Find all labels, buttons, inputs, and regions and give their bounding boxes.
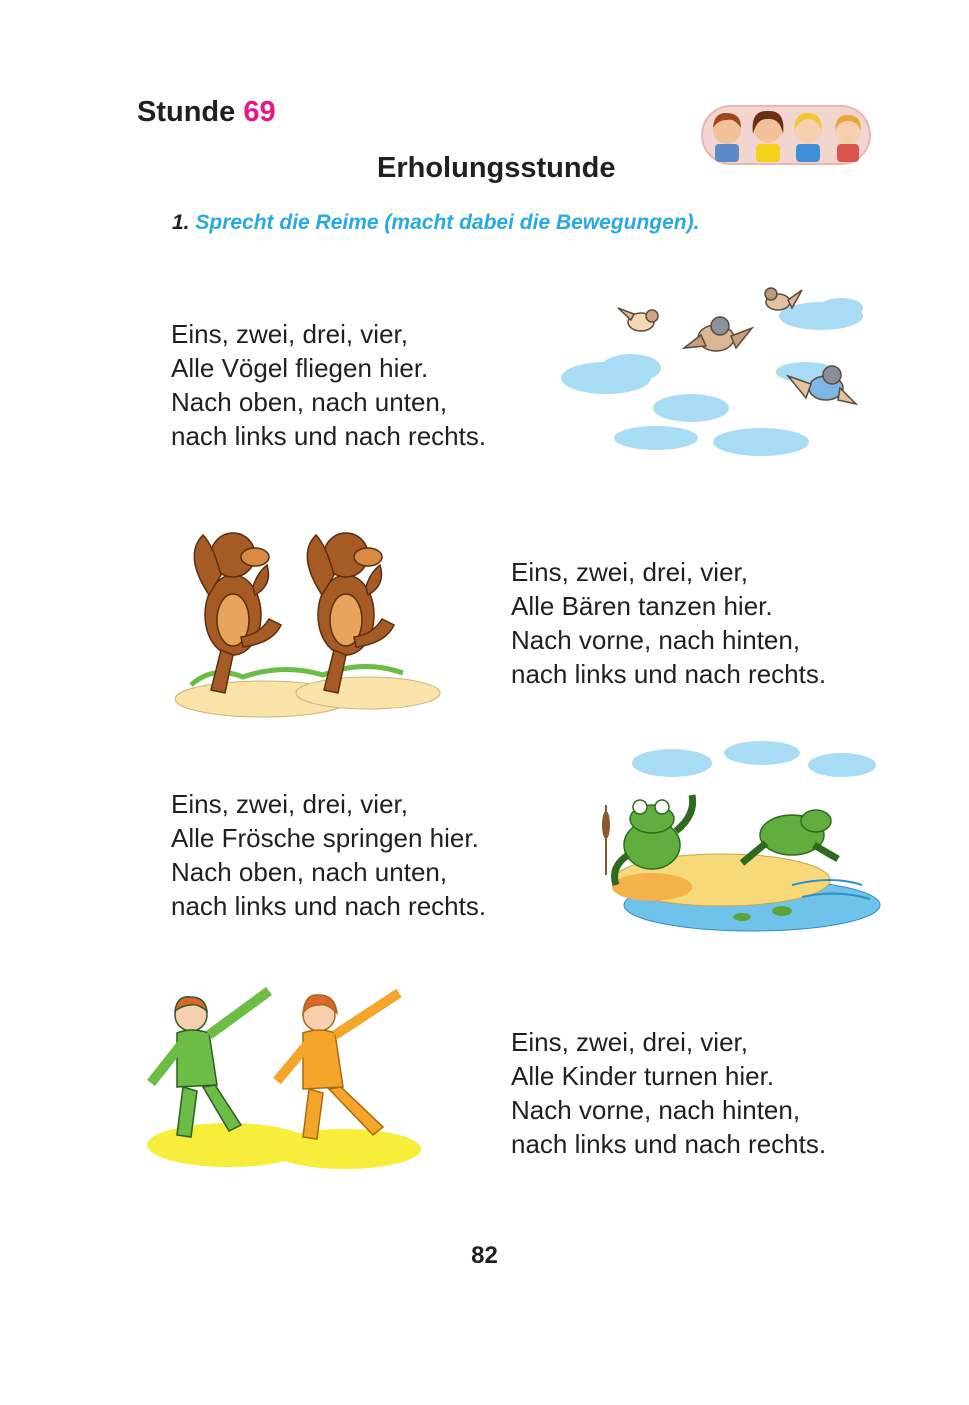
verse-line: Nach vorne, nach hinten, <box>511 1095 801 1125</box>
lesson-heading <box>137 96 276 129</box>
lesson-number: 69 <box>243 96 276 128</box>
verse-line: Alle Frösche springen hier. <box>171 823 479 853</box>
verse-line: Alle Kinder turnen hier. <box>511 1061 775 1091</box>
children-badge-illustration <box>700 104 872 166</box>
verse-line: Eins, zwei, drei, vier, <box>511 557 748 587</box>
verse-line: nach links und nach rechts. <box>511 1129 827 1159</box>
verse-4 <box>511 1025 826 1161</box>
frogs-illustration <box>592 735 882 933</box>
verse-2 <box>511 555 826 691</box>
page-title: Erholungsstunde <box>377 152 616 184</box>
verse-line: nach links und nach rechts. <box>171 891 487 921</box>
task-number: 1. <box>172 211 190 234</box>
task-instruction <box>172 211 699 235</box>
verse-line: Alle Bären tanzen hier. <box>511 591 773 621</box>
bears-illustration <box>163 515 443 720</box>
lesson-label: Stunde <box>137 96 236 128</box>
verse-line: nach links und nach rechts. <box>511 659 827 689</box>
verse-line: nach links und nach rechts. <box>171 421 487 451</box>
verse-line: Nach vorne, nach hinten, <box>511 625 801 655</box>
verse-line: Alle Vögel fliegen hier. <box>171 353 429 383</box>
verse-line: Eins, zwei, drei, vier, <box>511 1027 748 1057</box>
verse-line: Nach oben, nach unten, <box>171 387 448 417</box>
verse-line: Eins, zwei, drei, vier, <box>171 789 408 819</box>
children-illustration <box>137 975 427 1175</box>
verse-line: Eins, zwei, drei, vier, <box>171 319 408 349</box>
birds-illustration <box>556 280 866 460</box>
page-number: 82 <box>471 1242 498 1269</box>
verse-1 <box>171 317 486 453</box>
verse-3 <box>171 787 486 923</box>
verse-line: Nach oben, nach unten, <box>171 857 448 887</box>
task-text: Sprecht die Reime (macht dabei die Bewegungen). <box>195 211 700 234</box>
